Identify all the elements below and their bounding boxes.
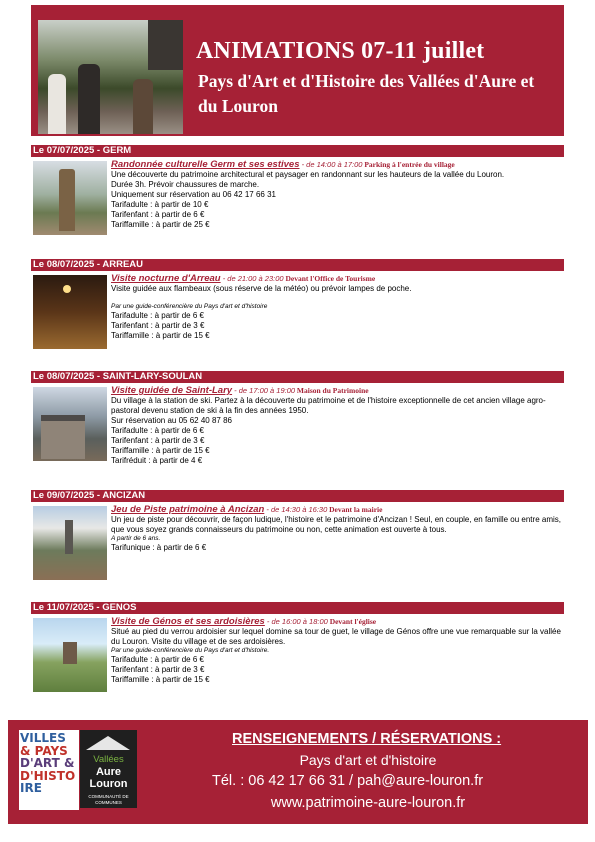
event-time: - de 16:00 à 18:00 (264, 617, 328, 626)
event-place: Parking à l'entrée du village (362, 160, 455, 169)
event-time: - de 21:00 à 23:00 (220, 274, 284, 283)
event-reservation: Uniquement sur réservation au 06 42 17 66 31 (111, 190, 276, 199)
event-price: Tariffamille : à partir de 15 € (111, 675, 210, 684)
event-genos (31, 602, 564, 684)
event-title[interactable]: Visite de Génos et ses ardoisières (111, 616, 265, 627)
footer-heading: RENSEIGNEMENTS / RÉSERVATIONS : (232, 731, 502, 747)
header-banner (31, 5, 564, 136)
page-title: ANIMATIONS 07-11 juillet (196, 38, 485, 64)
event-duration: Durée 3h. Prévoir chaussures de marche. (111, 180, 260, 189)
event-price: Tarifadulte : à partir de 10 € (111, 200, 209, 209)
event-reservation: Sur réservation au 05 62 40 87 86 (111, 416, 232, 425)
event-description: Un jeu de piste pour découvrir, de façon ludique, l'histoire et le patrimoine d'Ancizan ! Seul, en couple, en famille ou entre amis, que vous soyez grands connaisseurs du patrimoine ou non, cette animation est ouverte à tous. (111, 515, 561, 534)
event-note: Par une guide-conférencière du Pays d'art et d'histoire (111, 303, 268, 310)
event-title[interactable]: Visite guidée de Saint-Lary (111, 385, 233, 396)
villes-pays-art-histoire-logo: VILLES & PAYS D'ART & D'HISTO IRE (19, 730, 79, 810)
event-description: Visite guidée aux flambeaux (sous réserve de la météo) ou prévoir lampes de poche. (111, 284, 412, 293)
event-price: Tarifadulte : à partir de 6 € (111, 311, 204, 320)
event-note: Par une guide-conférencière du Pays d'art et d'histoire. (111, 647, 270, 654)
event-price: Tarifenfant : à partir de 3 € (111, 665, 205, 674)
event-price: Tariffamille : à partir de 25 € (111, 220, 210, 229)
event-photo (33, 618, 107, 692)
page-subtitle: Pays d'Art et d'Histoire des Vallées d'Aure et du Louron (198, 71, 535, 116)
event-price: Tarifadulte : à partir de 6 € (111, 426, 204, 435)
event-title[interactable]: Visite nocturne d'Arreau (111, 273, 221, 284)
vallees-aure-louron-logo: Vallées Aure Louron COMMUNAUTÉ DE COMMUNES (80, 730, 137, 808)
event-price: Tarifenfant : à partir de 6 € (111, 210, 205, 219)
event-photo (33, 506, 107, 580)
event-ancizan (31, 490, 564, 552)
event-description: Situé au pied du verrou ardoisier sur lequel domine sa tour de guet, le village de Génos offre une vue remarquable sur la vallée du Louron. Visite du village et de ses ardoisières. (111, 627, 561, 646)
event-photo (33, 275, 107, 349)
event-place: Devant l'Office de Tourisme (283, 274, 376, 283)
event-saint-lary (31, 371, 564, 465)
event-place: Maison du Patrimoine (295, 386, 369, 395)
event-photo (33, 161, 107, 235)
event-price: Tariffamille : à partir de 15 € (111, 331, 210, 340)
event-price: Tarifunique : à partir de 6 € (111, 543, 207, 552)
event-date-bar: Le 11/07/2025 - GENOS (31, 602, 564, 614)
event-note: A partir de 6 ans. (111, 535, 161, 542)
event-germ (31, 145, 564, 229)
event-time: - de 14:00 à 17:00 (299, 160, 363, 169)
event-price: Tarifenfant : à partir de 3 € (111, 321, 205, 330)
footer-contact[interactable]: Tél. : 06 42 17 66 31 / pah@aure-louron.fr (212, 773, 484, 789)
event-place: Devant l'église (327, 617, 377, 626)
event-date-bar: Le 08/07/2025 - ARREAU (31, 259, 564, 271)
event-photo (33, 387, 107, 461)
event-description: Du village à la station de ski. Partez à la découverte du patrimoine et de l'histoire exceptionnelle de cet ancien village agro-pastoral devenu station de ski à la fin des années 1950. (111, 396, 546, 415)
event-place: Devant la mairie (327, 505, 383, 514)
event-date-bar: Le 07/07/2025 - GERM (31, 145, 564, 157)
event-price: Tarifadulte : à partir de 6 € (111, 655, 204, 664)
event-description: Une découverte du patrimoine architectural et paysager en randonnant sur les hauteurs de la vallée du Louron. (111, 170, 505, 179)
event-title[interactable]: Jeu de Piste patrimoine à Ancizan (111, 504, 265, 515)
event-arreau (31, 259, 564, 340)
event-price: Tariffamille : à partir de 15 € (111, 446, 210, 455)
event-price: Tarifréduit : à partir de 4 € (111, 456, 203, 465)
footer-website-link[interactable]: www.patrimoine-aure-louron.fr (270, 795, 466, 811)
event-time: - de 14:30 à 16:30 (264, 505, 328, 514)
event-title[interactable]: Randonnée culturelle Germ et ses estives (111, 159, 300, 170)
event-time: - de 17:00 à 19:00 (232, 386, 296, 395)
footer-organisation: Pays d'art et d'histoire (299, 752, 437, 768)
event-date-bar: Le 09/07/2025 - ANCIZAN (31, 490, 564, 502)
footer-banner (8, 720, 588, 824)
event-date-bar: Le 08/07/2025 - SAINT-LARY-SOULAN (31, 371, 564, 383)
header-photo (38, 20, 183, 134)
event-price: Tarifenfant : à partir de 3 € (111, 436, 205, 445)
